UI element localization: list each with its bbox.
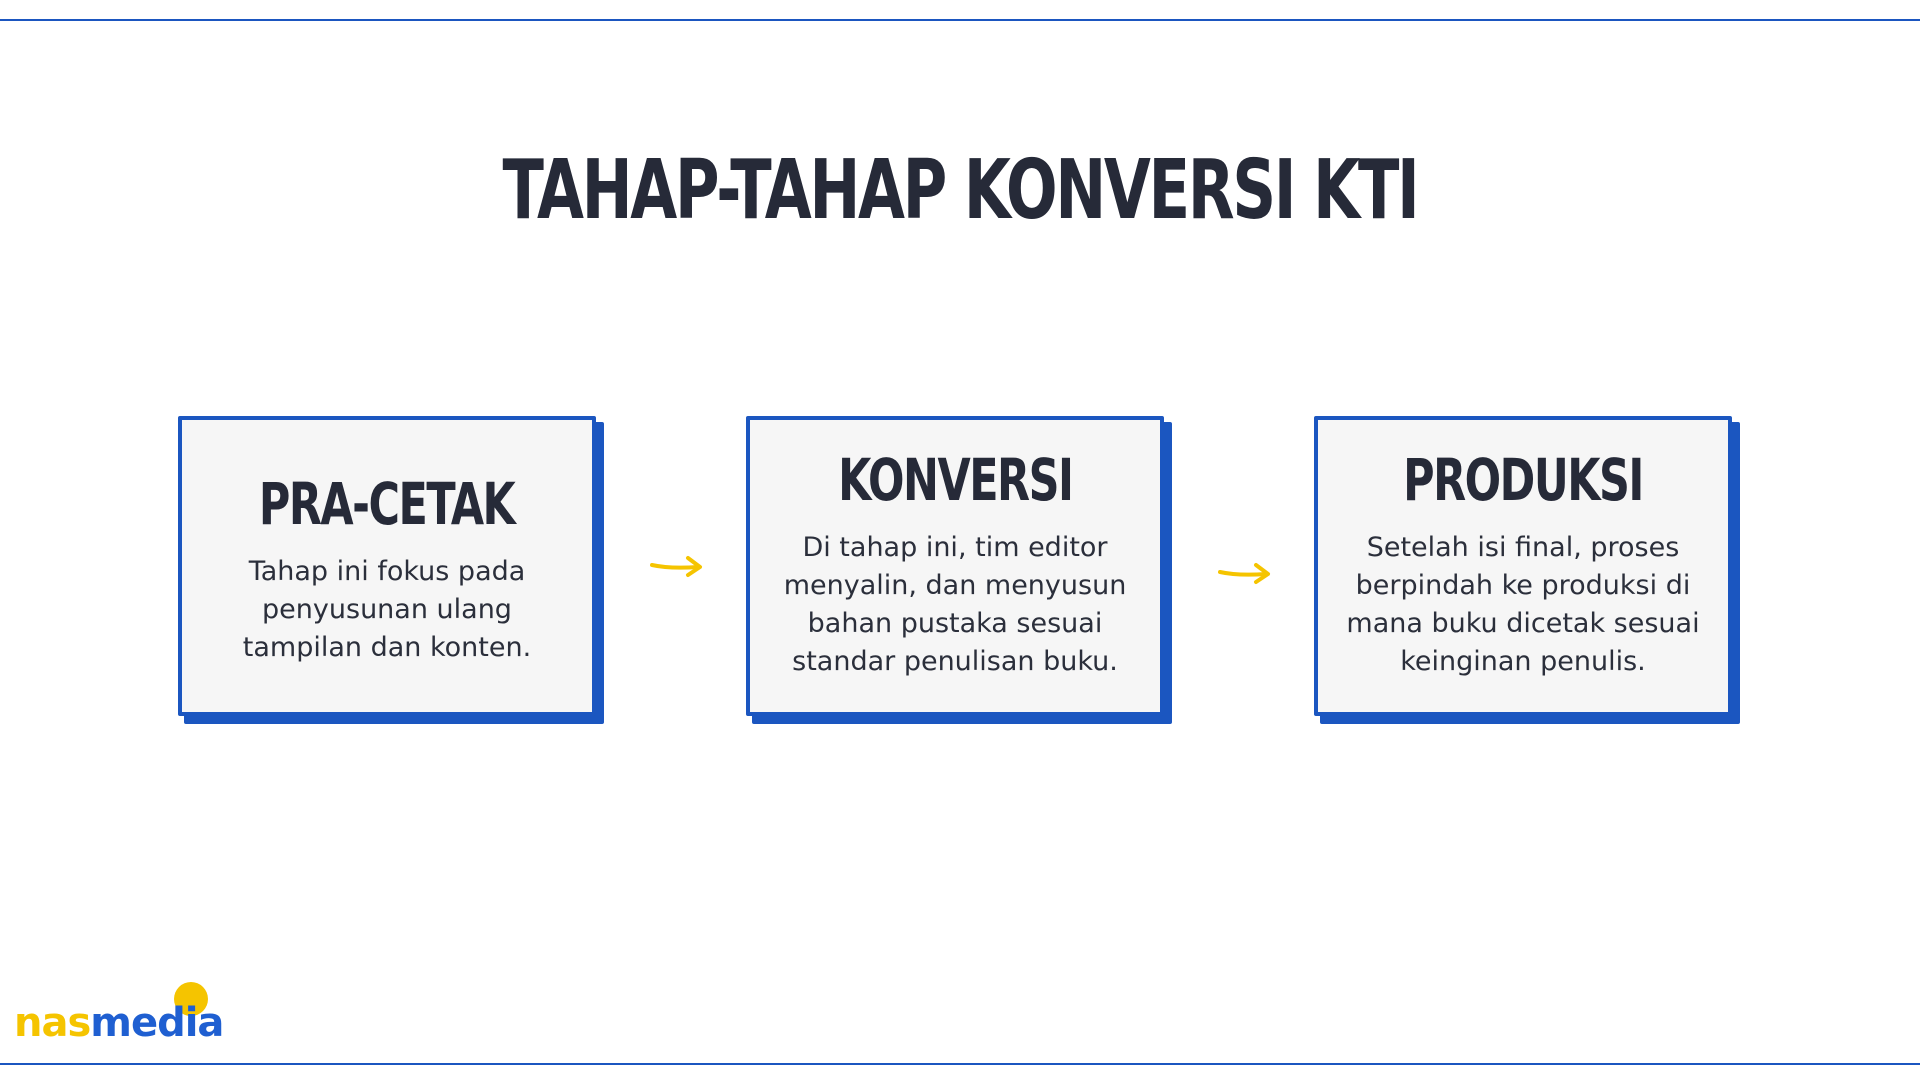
logo-part-nas: nas xyxy=(14,1000,91,1046)
logo-wordmark xyxy=(14,1000,223,1046)
step-title: PRODUKSI xyxy=(1403,446,1643,514)
top-divider xyxy=(0,19,1920,21)
step-title: KONVERSI xyxy=(837,446,1073,514)
card-content xyxy=(746,416,1164,716)
bottom-divider xyxy=(0,1063,1920,1065)
step-card-produksi xyxy=(1314,416,1732,716)
logo-part-media: media xyxy=(90,1000,224,1046)
card-content xyxy=(1314,416,1732,716)
step-card-pra-cetak xyxy=(178,416,596,716)
step-title: PRA-CETAK xyxy=(259,470,515,538)
arrow-right-icon xyxy=(1218,558,1272,588)
step-description: Tahap ini fokus pada penyusunan ulang tampilan dan konten. xyxy=(242,556,532,663)
step-description: Setelah isi final, proses berpindah ke produksi di mana buku dicetak sesuai keinginan penulis. xyxy=(1346,532,1700,677)
page-title: TAHAP-TAHAP KONVERSI KTI xyxy=(502,143,1418,238)
card-content xyxy=(178,416,596,716)
step-card-konversi xyxy=(746,416,1164,716)
arrow-right-icon xyxy=(650,551,704,581)
step-description: Di tahap ini, tim editor menyalin, dan menyusun bahan pustaka sesuai standar penulisan buku. xyxy=(783,532,1127,677)
nasmedia-logo xyxy=(14,980,234,1050)
